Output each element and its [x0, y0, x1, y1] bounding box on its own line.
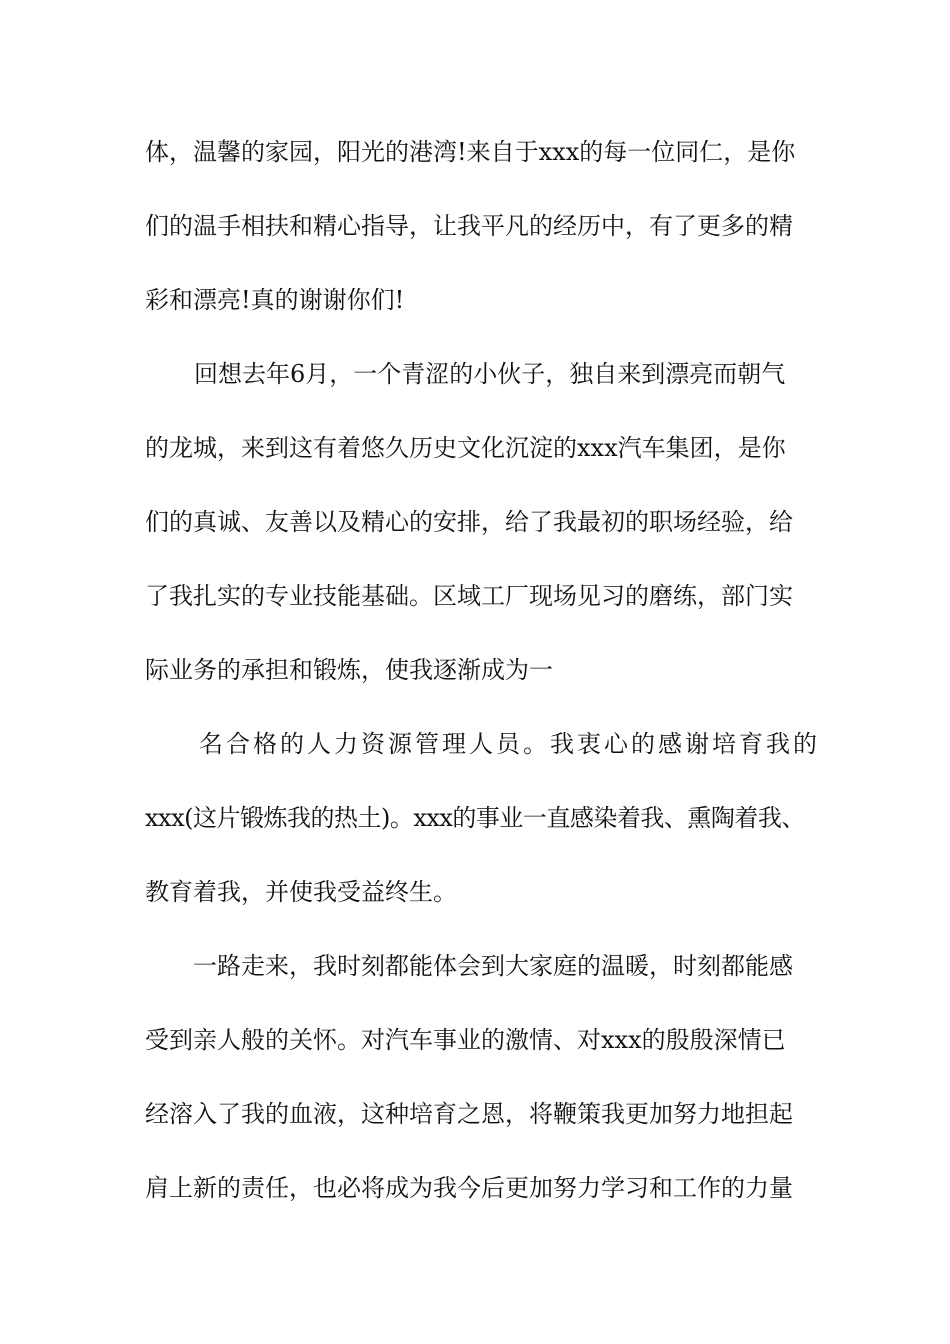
- text-line-14: 经溶入了我的血液，这种培育之恩，将鞭策我更加努力地担起: [145, 1100, 793, 1128]
- text-line-1: 体，温馨的家园，阳光的港湾!来自于xxx的每一位同仁，是你: [145, 138, 796, 166]
- text-line-6: 们的真诚、友善以及精心的安排，给了我最初的职场经验，给: [145, 508, 793, 536]
- text-line-4: 回想去年6月，一个青涩的小伙子，独自来到漂亮而朝气: [194, 360, 786, 388]
- text-line-11: 教育着我，并使我受益终生。: [145, 878, 457, 906]
- text-line-8: 际业务的承担和锻炼，使我逐渐成为一: [145, 656, 553, 684]
- text-line-2: 们的温手相扶和精心指导，让我平凡的经历中，有了更多的精: [145, 212, 793, 240]
- text-line-9: 名合格的人力资源管理人员。我衷心的感谢培育我的: [199, 730, 820, 758]
- text-line-3: 彩和漂亮!真的谢谢你们!: [145, 286, 405, 314]
- text-line-13: 受到亲人般的关怀。对汽车事业的激情、对xxx的殷殷深情已: [145, 1026, 786, 1054]
- text-line-12: 一路走来，我时刻都能体会到大家庭的温暖，时刻都能感: [193, 952, 793, 980]
- text-line-7: 了我扎实的专业技能基础。区域工厂现场见习的磨练，部门实: [145, 582, 793, 610]
- text-line-15: 肩上新的责任，也必将成为我今后更加努力学习和工作的力量: [145, 1174, 793, 1202]
- text-line-5: 的龙城，来到这有着悠久历史文化沉淀的xxx汽车集团，是你: [145, 434, 786, 462]
- text-line-10: xxx(这片锻炼我的热土)。xxx的事业一直感染着我、熏陶着我、: [145, 804, 805, 832]
